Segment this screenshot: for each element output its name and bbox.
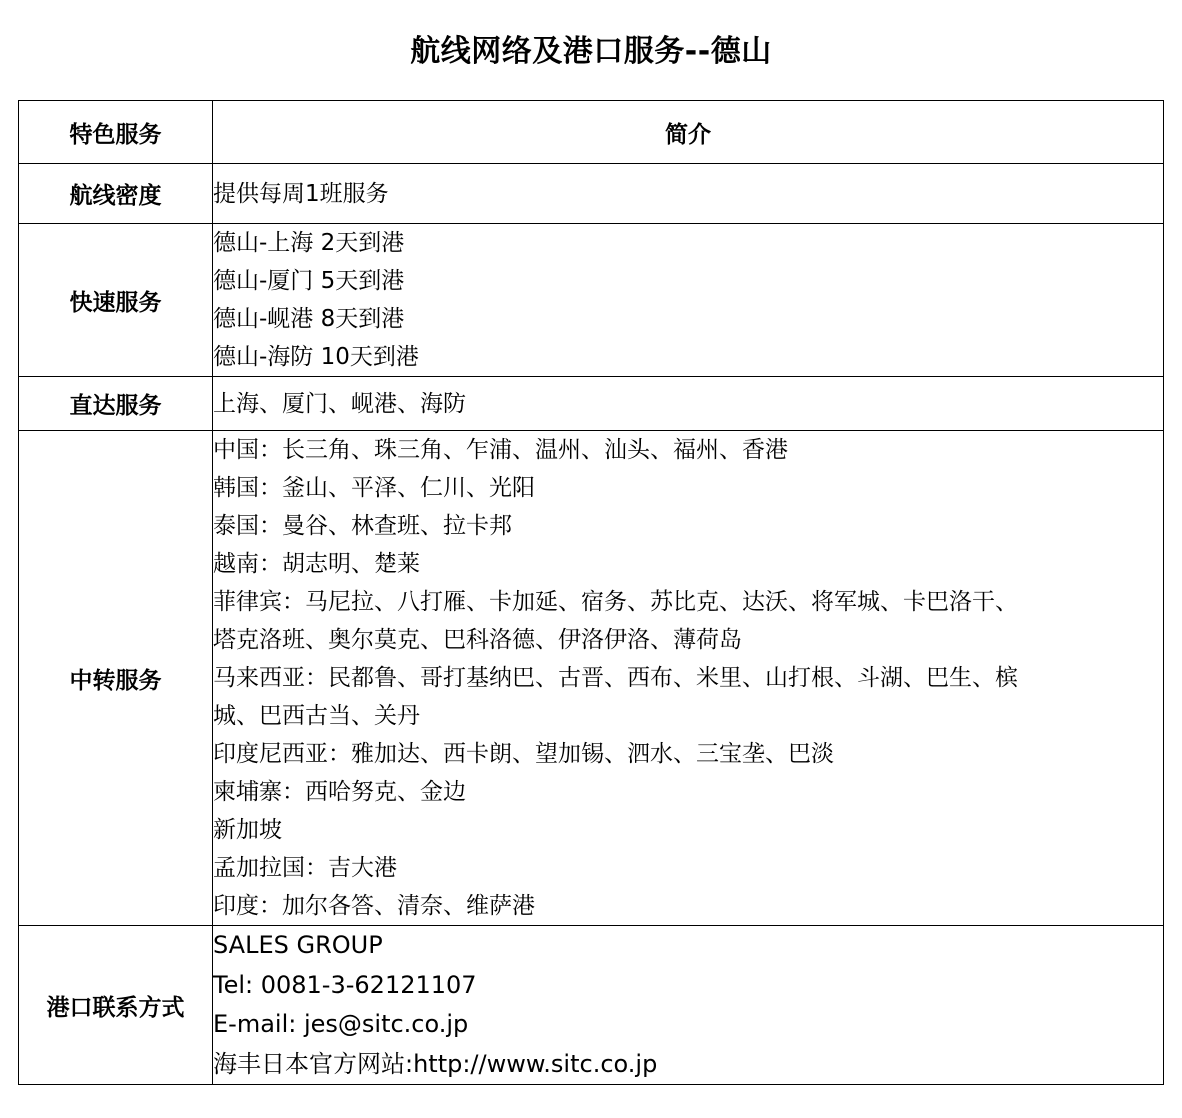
row-content-transit-service	[213, 431, 1164, 926]
contact-sales-group: SALES GROUP	[213, 931, 383, 959]
content-line: 菲律宾：马尼拉、八打雁、卡加延、宿务、苏比克、达沃、将军城、卡巴洛干、	[213, 589, 1018, 615]
service-table	[18, 100, 1164, 1085]
content-line: 德山-上海 2天到港	[213, 230, 405, 256]
row-label-transit-service: 中转服务	[19, 431, 213, 926]
table-row-transit-service	[19, 431, 1164, 926]
page-title: 航线网络及港口服务--德山	[410, 34, 772, 69]
row-label-direct-service: 直达服务	[19, 377, 213, 431]
content-line: 上海、厦门、岘港、海防	[213, 390, 466, 417]
header-introduction: 简介	[213, 101, 1164, 164]
content-line: 中国：长三角、珠三角、乍浦、温州、汕头、福州、香港	[213, 437, 788, 463]
content-line: 越南：胡志明、楚莱	[213, 551, 420, 577]
content-line: 提供每周1班服务	[213, 180, 389, 207]
content-line: 印度：加尔各答、清奈、维萨港	[213, 893, 535, 919]
content-line: 德山-海防 10天到港	[213, 344, 419, 370]
header-feature-service: 特色服务	[19, 101, 213, 164]
contact-email[interactable]: E-mail: jes@sitc.co.jp	[213, 1010, 469, 1038]
row-label-express-service: 快速服务	[19, 224, 213, 377]
table-row-route-density	[19, 164, 1164, 224]
content-line: 新加坡	[213, 817, 282, 843]
content-line: 泰国：曼谷、林查班、拉卡邦	[213, 513, 512, 539]
row-content-express-service	[213, 224, 1164, 377]
content-line: 孟加拉国：吉大港	[213, 855, 397, 881]
content-line: 德山-岘港 8天到港	[213, 306, 405, 332]
table-row-port-contact	[19, 926, 1164, 1085]
content-line: 柬埔寨：西哈努克、金边	[213, 779, 466, 805]
content-line: 印度尼西亚：雅加达、西卡朗、望加锡、泗水、三宝垄、巴淡	[213, 741, 834, 767]
content-line: 德山-厦门 5天到港	[213, 268, 405, 294]
content-line: 塔克洛班、奥尔莫克、巴科洛德、伊洛伊洛、薄荷岛	[213, 627, 742, 653]
table-header-row	[19, 101, 1164, 164]
row-content-direct-service	[213, 377, 1164, 431]
table-row-direct-service	[19, 377, 1164, 431]
row-label-route-density: 航线密度	[19, 164, 213, 224]
contact-website[interactable]: 海丰日本官方网站:http://www.sitc.co.jp	[213, 1049, 658, 1078]
content-line: 韩国：釜山、平泽、仁川、光阳	[213, 475, 535, 501]
row-content-port-contact	[213, 926, 1164, 1085]
row-content-route-density	[213, 164, 1164, 224]
content-line: 马来西亚：民都鲁、哥打基纳巴、古晋、西布、米里、山打根、斗湖、巴生、槟	[213, 665, 1018, 691]
table-row-express-service	[19, 224, 1164, 377]
content-line: 城、巴西古当、关丹	[213, 703, 420, 729]
contact-telephone: Tel: 0081-3-62121107	[213, 970, 477, 999]
row-label-port-contact: 港口联系方式	[19, 926, 213, 1085]
